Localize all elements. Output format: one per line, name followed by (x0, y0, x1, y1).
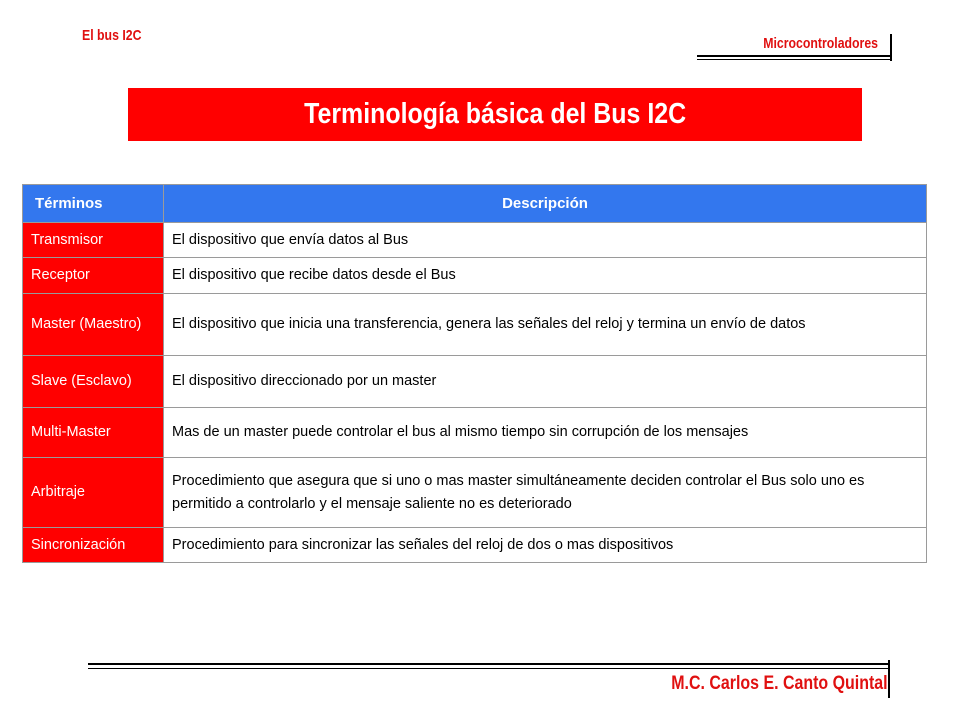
term-cell: Sincronización (23, 528, 164, 563)
description-cell: El dispositivo que envía datos al Bus (164, 223, 927, 258)
table-header-row (23, 185, 927, 223)
description-cell: El dispositivo direccionado por un master (164, 356, 927, 408)
footer-vertical-line (888, 660, 890, 698)
header-left-text: El bus I2C (82, 27, 142, 44)
description-cell: Procedimiento que asegura que si uno o mas master simultáneamente deciden controlar el Bus solo uno es permitido a controlarlo y el mensaje saliente no es deteriorado (164, 458, 927, 528)
terminology-table (22, 184, 927, 563)
term-cell: Slave (Esclavo) (23, 356, 164, 408)
header-right-text: Microcontroladores (763, 35, 878, 52)
table-row (23, 294, 927, 356)
footer-author: M.C. Carlos E. Canto Quintal (671, 673, 888, 694)
term-cell: Master (Maestro) (23, 294, 164, 356)
term-cell: Multi-Master (23, 408, 164, 458)
table-row (23, 408, 927, 458)
header-vertical-line (890, 34, 892, 61)
term-cell: Transmisor (23, 223, 164, 258)
description-cell: El dispositivo que inicia una transferencia, genera las señales del reloj y termina un envío de datos (164, 294, 927, 356)
header-description: Descripción (164, 185, 927, 223)
table-row (23, 258, 927, 294)
table-row (23, 356, 927, 408)
page-title: Terminología básica del Bus I2C (303, 98, 687, 130)
description-cell: Mas de un master puede controlar el bus al mismo tiempo sin corrupción de los mensajes (164, 408, 927, 458)
term-cell: Arbitraje (23, 458, 164, 528)
description-cell: Procedimiento para sincronizar las señales del reloj de dos o mas dispositivos (164, 528, 927, 563)
header-divider-thin (697, 59, 890, 60)
footer-divider (88, 663, 888, 665)
header-terms: Términos (23, 185, 164, 223)
table-row (23, 528, 927, 563)
table-row (23, 223, 927, 258)
title-banner (128, 88, 862, 141)
description-cell: El dispositivo que recibe datos desde el Bus (164, 258, 927, 294)
header-divider (697, 55, 890, 57)
footer-divider-thin (88, 668, 888, 669)
table-row (23, 458, 927, 528)
term-cell: Receptor (23, 258, 164, 294)
